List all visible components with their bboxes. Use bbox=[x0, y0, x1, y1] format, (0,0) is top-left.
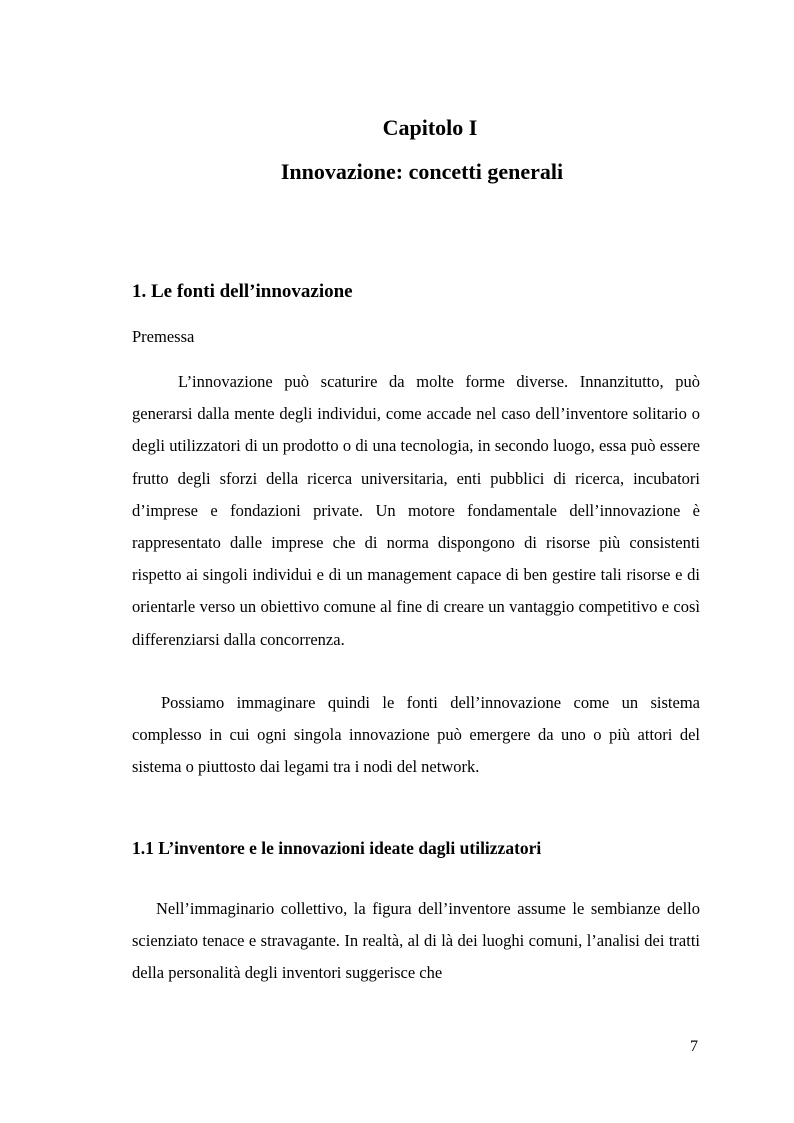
section-heading: 1. Le fonti dell’innovazione bbox=[132, 281, 353, 302]
premessa-subheading: Premessa bbox=[132, 327, 195, 346]
body-paragraph: Possiamo immaginare quindi le fonti dell’innovazione come un sistema complesso in cui ogni singola innovazione può emergere da uno o più attori del sistema o piuttosto dai legami tra i nodi del network. bbox=[132, 693, 700, 777]
body-paragraph: Nell’immaginario collettivo, la figura dell’inventore assume le sembianze dello scienziato tenace e stravagante. In realtà, al di là dei luoghi comuni, l’analisi dei tratti della personalità degli inventori suggerisce che bbox=[132, 899, 700, 983]
body-paragraph: L’innovazione può scaturire da molte forme diverse. Innanzitutto, può generarsi dalla mente degli individui, come accade nel caso dell’inventore solitario o degli utilizzatori di un prodotto o di una tecnologia, in secondo luogo, essa può essere frutto degli sforzi della ricerca universitaria, enti pubblici di ricerca, incubatori d’imprese e fondazioni private. Un motore fondamentale dell’innovazione è rappresentato dalle imprese che di norma dispongono di risorse più consistenti rispetto ai singoli individui e di un management capace di ben gestire tali risorse e di orientarle verso un obiettivo comune al fine di creare un vantaggio competitivo e così differenziarsi dalla concorrenza. bbox=[132, 372, 700, 649]
chapter-label: Capitolo I bbox=[382, 115, 478, 140]
subsection-heading: 1.1 L’inventore e le innovazioni ideate dagli utilizzatori bbox=[132, 838, 542, 858]
chapter-title: Innovazione: concetti generali bbox=[280, 159, 564, 184]
page-number: 7 bbox=[690, 1038, 698, 1055]
